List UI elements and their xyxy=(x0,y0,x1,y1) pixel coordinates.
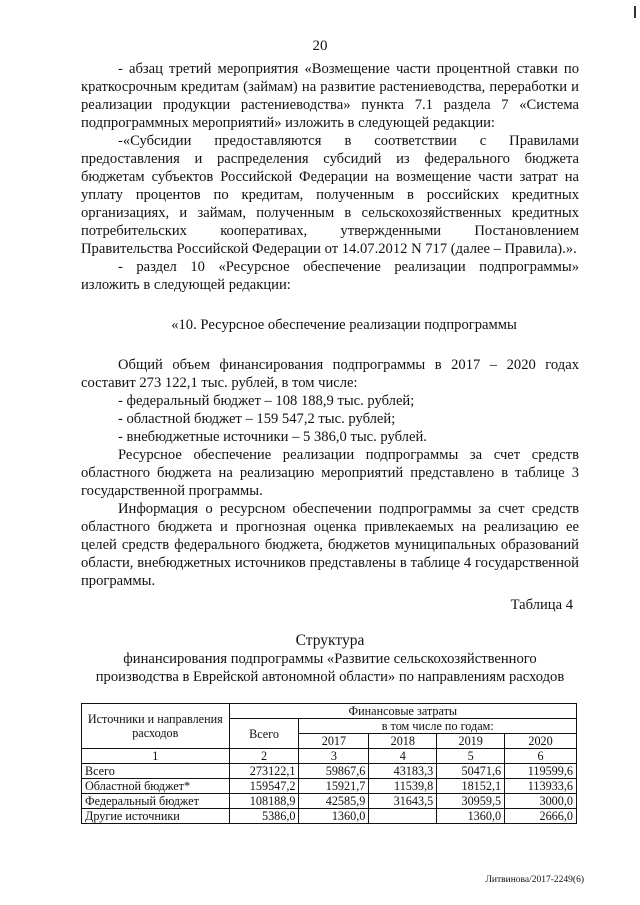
header-source: Источники и направления расходов xyxy=(82,704,230,749)
table-cell xyxy=(369,809,437,824)
column-number: 2 xyxy=(229,749,299,764)
table-row xyxy=(82,809,577,824)
table-title-word: Структура xyxy=(295,632,365,649)
corner-mark xyxy=(634,6,636,18)
table-row xyxy=(82,764,577,779)
table-cell: 42585,9 xyxy=(299,794,369,809)
column-number: 5 xyxy=(437,749,505,764)
table-row xyxy=(82,794,577,809)
table-cell: 1360,0 xyxy=(299,809,369,824)
table-cell: 108188,9 xyxy=(229,794,299,809)
table-cell: 15921,7 xyxy=(299,779,369,794)
row-label: Федеральный бюджет xyxy=(82,794,230,809)
document-body xyxy=(81,60,579,590)
table-cell: 113933,6 xyxy=(505,779,577,794)
table-label: Таблица 4 xyxy=(510,597,573,613)
page-number: 20 xyxy=(312,38,328,54)
table-cell: 18152,1 xyxy=(437,779,505,794)
paragraph-amendment-1: - абзац третий мероприятия «Возмещение части процентной ставки по краткосрочным кредитам (займам) на развитие растениеводства, переработки и реализации продукции растениеводства» пункта 7.1 раздела 7 «Система подпрограммных мероприятий» изложить в следующей редакции: xyxy=(81,61,579,131)
table-cell: 5386,0 xyxy=(229,809,299,824)
column-number-row xyxy=(82,749,577,764)
table-cell: 50471,6 xyxy=(437,764,505,779)
table-cell: 59867,6 xyxy=(299,764,369,779)
table-cell: 43183,3 xyxy=(369,764,437,779)
row-label: Другие источники xyxy=(82,809,230,824)
table-cell: 11539,8 xyxy=(369,779,437,794)
list-item-federal: - федеральный бюджет – 108 188,9 тыс. рублей; xyxy=(118,393,415,409)
table-cell: 159547,2 xyxy=(229,779,299,794)
row-label: Областной бюджет* xyxy=(82,779,230,794)
column-number: 6 xyxy=(505,749,577,764)
paragraph-total-funding: Общий объем финансирования подпрограммы в 2017 – 2020 годах составит 273 122,1 тыс. рублей, в том числе: xyxy=(81,357,579,391)
row-label: Всего xyxy=(82,764,230,779)
header-total: Всего xyxy=(229,719,299,749)
header-year-2020: 2020 xyxy=(505,734,577,749)
table-cell: 1360,0 xyxy=(437,809,505,824)
table-cell: 3000,0 xyxy=(505,794,577,809)
table-cell: 30959,5 xyxy=(437,794,505,809)
table-cell: 31643,5 xyxy=(369,794,437,809)
table-row xyxy=(82,779,577,794)
column-number: 3 xyxy=(299,749,369,764)
column-number: 1 xyxy=(82,749,230,764)
header-year-2017: 2017 xyxy=(299,734,369,749)
footer-document-code: Литвинова/2017-2249(6) xyxy=(485,875,584,885)
column-number: 4 xyxy=(369,749,437,764)
paragraph-table4-reference: Информация о ресурсном обеспечении подпрограммы за счет средств областного бюджета и прогнозная оценка привлекаемых на реализацию ее целей средств федерального бюджета, бюджетов муниципальных образований области, внебюджетных источников представлены в таблице 4 государственной программы. xyxy=(81,501,579,589)
list-item-extrabudgetary: - внебюджетные источники – 5 386,0 тыс. рублей. xyxy=(118,429,427,445)
financing-table xyxy=(81,703,577,824)
table-title xyxy=(81,632,579,686)
section-heading: «10. Ресурсное обеспечение реализации подпрограммы xyxy=(171,317,517,333)
header-financial-costs: Финансовые затраты xyxy=(229,704,576,719)
table-cell: 2666,0 xyxy=(505,809,577,824)
table-title-line-2: производства в Еврейской автономной области» по направлениям расходов xyxy=(95,669,565,685)
table-cell: 119599,6 xyxy=(505,764,577,779)
paragraph-subsidies-quote: -«Субсидии предоставляются в соответствии с Правилами предоставления и распределения субсидий из федерального бюджета бюджетам субъектов Российской Федерации на возмещение части затрат на уплату процентов по кредитам, полученным в российских кредитных организациях, и займам, полученным в сельскохозяйственных кредитных потребительских кооперативах, утвержденными Постановлением Правительства Российской Федерации от 14.07.2012 N 717 (далее – Правила).». xyxy=(81,133,579,257)
list-item-regional: - областной бюджет – 159 547,2 тыс. рублей; xyxy=(118,411,396,427)
header-year-2019: 2019 xyxy=(437,734,505,749)
table-title-line-1: финансирования подпрограммы «Развитие сельскохозяйственного xyxy=(123,651,537,667)
header-by-years: в том числе по годам: xyxy=(299,719,577,734)
header-year-2018: 2018 xyxy=(369,734,437,749)
table-cell: 273122,1 xyxy=(229,764,299,779)
paragraph-table3-reference: Ресурсное обеспечение реализации подпрограммы за счет средств областного бюджета на реализацию мероприятий представлено в таблице 3 государственной программы. xyxy=(81,447,579,499)
paragraph-amendment-2: - раздел 10 «Ресурсное обеспечение реализации подпрограммы» изложить в следующей редакции: xyxy=(81,259,579,293)
